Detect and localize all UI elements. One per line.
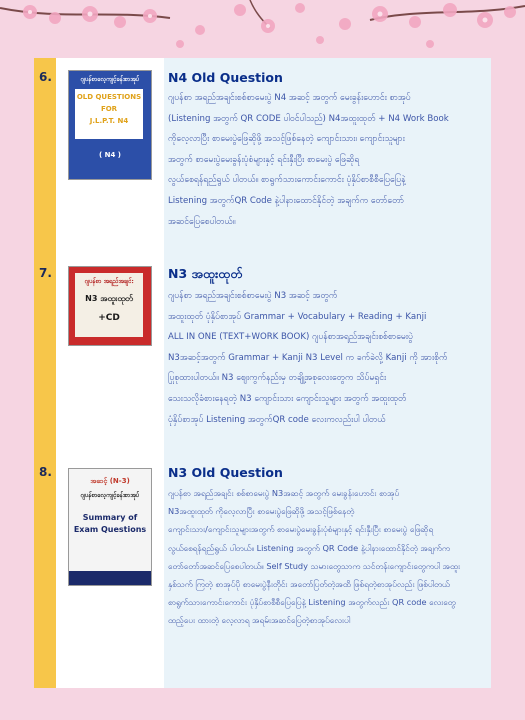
cover-line2: +CD [98,313,120,323]
description-line: တော်တော်အဆင်ပြေစေပါတယ်။ Self Study သမားတွေသာက သင်တန်းကျောင်းတွေကပါ အထူး [168,560,461,571]
cherry-blossom-decoration [0,0,525,60]
description-line: ဂျပန်စာ အရည်အချင်း စစ်စာမေးပွဲ N3အဆင့် အတွက် မေးခွန်းဟောင်း စာအုပ် [168,488,400,498]
description-line: ပြုစုထားပါတယ်။ N3 ဈေးကွက်နည်းမှ တချို့အစုလေးတွေက သိပ်မရှင်း [168,373,387,384]
item-title: N4 Old Question [168,70,283,85]
description-line: အထူးထုတ် ပုံနှိပ်စာအုပ် Grammar + Vocabulary + Reading + Kanji [168,311,427,322]
item-number: 6. [39,70,52,84]
accent-stripe [34,58,56,688]
book-cover-n4-old-question[interactable] [68,70,152,180]
cover-heading: ဂျပန်စာ အရည်အချင်း [84,278,134,285]
item-description [168,286,486,430]
description-line: ကျောင်းသား/ကျောင်းသူများအတွက် စာမေးပွဲမေးခွန်းပုံစံများနှင့် ရင်းနှီးပြီး စာမေးပွဲ ဖြေဆိုရ [168,524,434,535]
cover-title-box [75,89,143,139]
description-line: အဆင်ပြေစေပါတယ်။ [168,216,236,227]
description-line: N3အဆင့်အတွက် Grammar + Kanji N3 Level က ခက်ခဲလို့ Kanji ကို အားစိုက် [168,352,448,363]
item-title: N3 Old Question [168,465,283,480]
item-number: 7. [39,266,52,280]
description-line: ALL IN ONE (TEXT+WORK BOOK) ဂျပန်စာအရည်အချင်းစစ်စာမေးပွဲ [168,332,413,343]
cover-footer-band [69,571,151,585]
description-line: ထည့်ပေး ထားတဲ့ လေ့လာရ အရမ်းအဆင်ပြေတဲ့စာအုပ်လေးပါ [168,615,351,626]
cover-heading: ဂျပန်စာလေ့ကျင့်ခန်းစာအုပ် [80,76,140,83]
description-line: သေးသလိုခံစားနေရတဲ့ N3 ကျောင်းသား ကျောင်းသူများ အတွက် အထူးထုတ် [168,393,407,404]
cover-badge: ( N4 ) [98,151,121,159]
description-line: ဂျပန်စာ အရည်အချင်းစစ်စာမေးပွဲ N4 အဆင့် အတွက် မေးခွန်းဟောင်း စာအုပ် [168,93,411,103]
description-line: ကိုလေ့လာပြီး စာမေးပွဲဖြေဆိုဖို့ အသင့်ဖြစ်နေတဲ့ ကျောင်းသား၊ ကျောင်းသူများ [168,134,405,145]
cover-line2: FOR [100,105,118,113]
cover-line1: OLD QUESTIONS [76,93,142,101]
item-number: 8. [39,465,52,479]
description-line: လွယ်စေရန်ရည်ရွယ် ပါတယ်။ စာရွက်သားကောင်းကောင်း ပုံနှိပ်စာစီစီပြေပြေနဲ့ [168,175,406,186]
book-cover-n3-special[interactable] [68,266,152,346]
cover-badge: အဆင့် (N-3) [90,477,130,485]
item-description [168,88,486,232]
description-line: နှစ်သက် ကြတဲ့ စာအုပ်ပို စာမေးပွဲနီးတိုင်း အတော်ပြတ်တဲ့အထိ ဖြစ်ရတဲ့စာအုပ်လည်း ဖြစ်ပါတယ် [168,579,450,590]
cover-title-box [75,273,143,337]
cover-line2: Exam Questions [73,525,147,534]
cover-line3: J.L.P.T. N4 [89,117,129,125]
book-cover-n3-old-question[interactable] [68,468,152,586]
description-line: ဂျပန်စာ အရည်အချင်းစစ်စာမေးပွဲ N3 အဆင့် အတွက် [168,291,338,301]
description-line: ပုံနှိပ်စာအုပ် Listening အတွက်QR code လေးကလည်းပါ ပါတယ် [168,414,386,425]
description-line: အတွက် စာမေးပွဲမေးခွန်းပုံစံများနှင့် ရင်းနှီးပြီး စာမေးပွဲ ဖြေဆိုရ [168,154,360,165]
description-line: လွယ်စေရန်ရည်ရွယ် ပါတယ်။ Listening အတွက် QR Code နဲ့ပါနားထောင်နိုင်တဲ့ အချက်က [168,542,450,553]
item-title: N3 အထူးထုတ် [168,266,243,281]
description-line: N3အထူးထုတ် ကိုလေ့လာပြီး စာမေးပွဲဖြေဆိုဖို့ အသင့်ဖြစ်နေတဲ့ [168,506,355,517]
content-panel [34,58,491,688]
description-line: စာရွက်သားကောင်းကောင်း ပုံနှိပ်စာစီစီပြေပြေနဲ့ Listening အတွက်လည်း QR code လေးတွေ [168,597,456,608]
cover-heading: ဂျပန်စာလေ့ကျင့်ခန်းစာအုပ် [80,492,140,499]
cover-line1: Summary of [82,513,138,522]
item-description [168,484,486,630]
cover-line1: N3 အထူးထုတ် [85,294,133,303]
description-line: Listening အတွက်QR Code နဲ့ပါနားထောင်နိုင်တဲ့ အချက်က တော်တော် [168,195,404,206]
description-line: (Listening အတွက် QR CODE ပါဝင်ပါသည်) N4အထူးထုတ် + N4 Work Book [168,113,449,124]
